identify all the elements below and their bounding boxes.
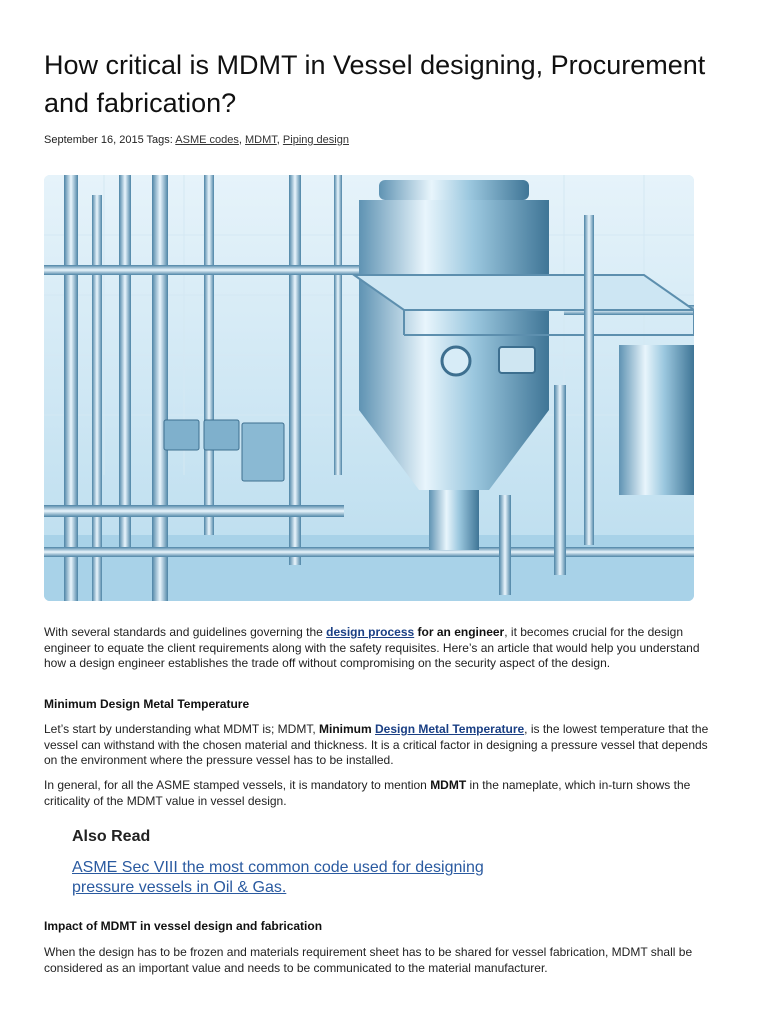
asme-paragraph: In general, for all the ASME stamped vessels, it is mandatory to mention MDMT in the nameplate, which in-turn shows the criticality of the MDMT value in vessel design. xyxy=(44,778,691,808)
also-read-label: Also Read xyxy=(72,828,151,845)
tag-link-mdmt[interactable]: MDMT xyxy=(245,134,277,146)
article-date: September 16, 2015 xyxy=(44,134,144,146)
section-heading-impact: Impact of MDMT in vessel design and fabrication xyxy=(44,919,323,933)
mdmt-definition-paragraph: Let’s start by understanding what MDMT is; MDMT, Minimum Design Metal Temperature, is the lowest temperature that the vessel can withstand with the chosen material and thickness. It is a critical factor in designing a pressure vessel that depends on the environment where the pressure vessel has to be installed. xyxy=(44,722,709,767)
tag-link-asme-codes[interactable]: ASME codes xyxy=(175,134,239,146)
tags-label: Tags: xyxy=(146,134,173,146)
article-meta: September 16, 2015 Tags: ASME codes, MDMT, Piping design xyxy=(44,134,349,146)
intro-paragraph: With several standards and guidelines governing the design process for an engineer, it becomes crucial for the design engineer to equate the client requirements along with the safety requisites. Here’s an article that would help you understand how a design engineer establishes the trade off without compromising on the security aspect of the design. xyxy=(44,625,700,670)
vessel-illustration xyxy=(44,175,694,601)
section-heading-mdmt: Minimum Design Metal Temperature xyxy=(44,697,250,711)
tag-link-piping-design[interactable]: Piping design xyxy=(282,134,349,146)
design-process-link[interactable]: design process xyxy=(326,625,415,639)
impact-paragraph: When the design has to be frozen and materials requirement sheet has to be shared for vessel fabrication, MDMT shall be considered as an important value and needs to be communicated to the material manufacturer. xyxy=(44,945,693,975)
also-read-link[interactable]: ASME Sec VIII the most common code used for designing pressure vessels in Oil & Gas. xyxy=(72,859,484,896)
hero-image xyxy=(44,175,694,601)
design-metal-temperature-link[interactable]: Design Metal Temperature xyxy=(375,722,525,736)
article-title: How critical is MDMT in Vessel designing, Procurement and fabrication? xyxy=(44,50,706,118)
